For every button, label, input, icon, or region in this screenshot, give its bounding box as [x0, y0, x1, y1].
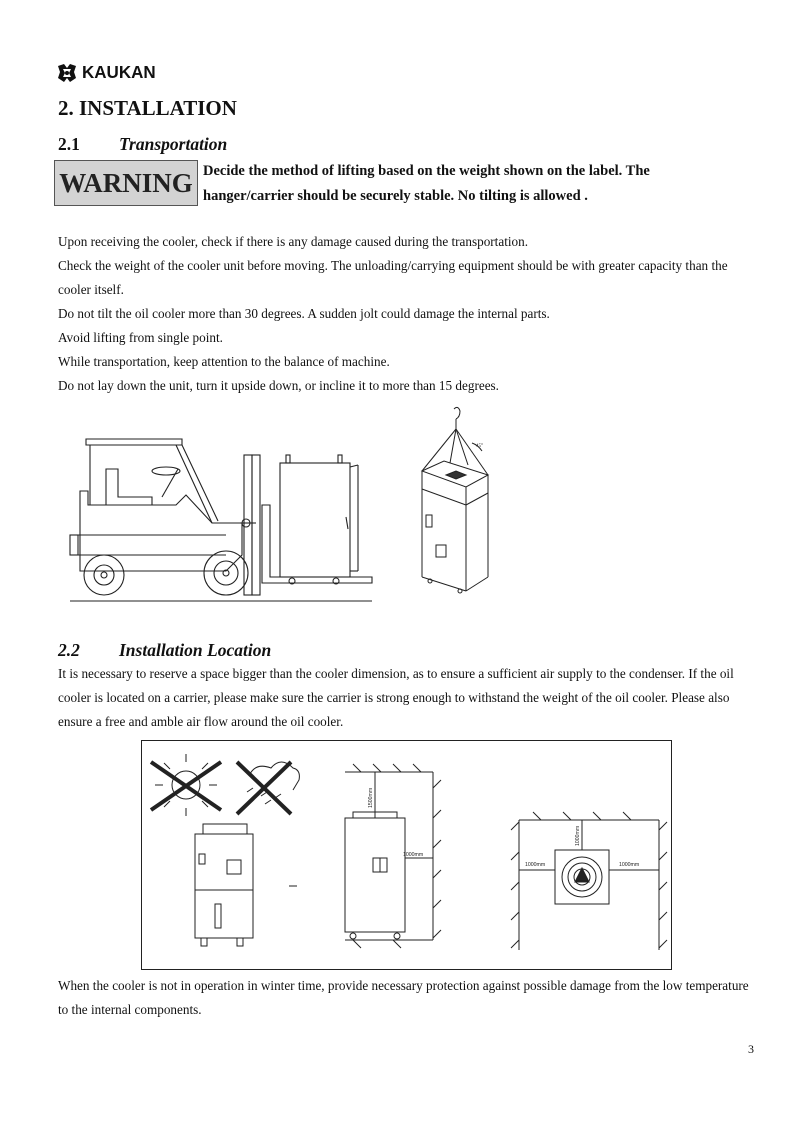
forklift-illustration [66, 405, 386, 605]
installation-location-figure [141, 740, 672, 970]
page-number: 3 [748, 1042, 754, 1056]
subsection-number: 2.1 [58, 134, 80, 154]
paragraph-balance: While transportation, keep attention to the balance of machine. [58, 354, 390, 369]
paragraph-weight-check: Check the weight of the cooler unit before moving. The unloading/carrying equipment should be with greater capacity than the cooler itself. [58, 258, 728, 297]
paragraph-tilt-warning: Do not tilt the oil cooler more than 30 degrees. A sudden jolt could damage the internal parts. [58, 306, 550, 321]
top-view-clearance-drawing [511, 812, 667, 950]
paragraph-incline: Do not lay down the unit, turn it upside down, or incline it to more than 15 degrees. [58, 378, 499, 393]
subsection-location-heading [58, 640, 271, 661]
crane-lift-illustration [410, 405, 520, 605]
warning-label: WARNING [54, 160, 198, 206]
section-title-text: INSTALLATION [79, 96, 237, 120]
subsection-title: Transportation [119, 134, 228, 154]
subsection-number: 2.2 [58, 640, 80, 660]
clearance-rear-label: 1000mm [575, 825, 581, 846]
paragraph-winter-protection: When the cooler is not in operation in winter time, provide necessary protection against possible damage from the low temperature to the internal components. [58, 978, 749, 1017]
clearance-right-label: 1000mm [619, 862, 640, 868]
paragraph-damage-check: Upon receiving the cooler, check if there is any damage caused during the transportation. [58, 234, 529, 249]
company-logo [56, 60, 156, 86]
cooler-unit-drawing [195, 824, 253, 946]
paragraph-location: It is necessary to reserve a space bigger than the cooler dimension, as to ensure a sufficient air supply to the condenser. If the oil cooler is located on a carrier, please make sure the carrier is strong enough to withstand the weight of the oil cooler. Please also ensure a free and amble air flow around the oil cooler. [58, 666, 734, 729]
section-title [58, 96, 237, 121]
clearance-side-label: 1000mm [403, 852, 424, 858]
svg-text:45°: 45° [476, 444, 483, 449]
subsection-title: Installation Location [119, 640, 272, 660]
side-clearance-drawing [345, 764, 441, 948]
no-sun-icon [151, 754, 221, 816]
logo-emblem-icon [56, 62, 78, 84]
no-rain-icon [237, 762, 299, 814]
clearance-left-label: 1000mm [525, 862, 546, 868]
subsection-transportation-heading [58, 134, 227, 155]
clearance-top-label: 1500mm [368, 787, 374, 808]
logo-text: KAUKAN [82, 62, 156, 83]
paragraph-single-point: Avoid lifting from single point. [58, 330, 223, 345]
warning-text: Decide the method of lifting based on the weight shown on the label. The hanger/carrier should be securely stable. No tilting is allowed . [203, 163, 650, 204]
section-number: 2. [58, 96, 74, 120]
